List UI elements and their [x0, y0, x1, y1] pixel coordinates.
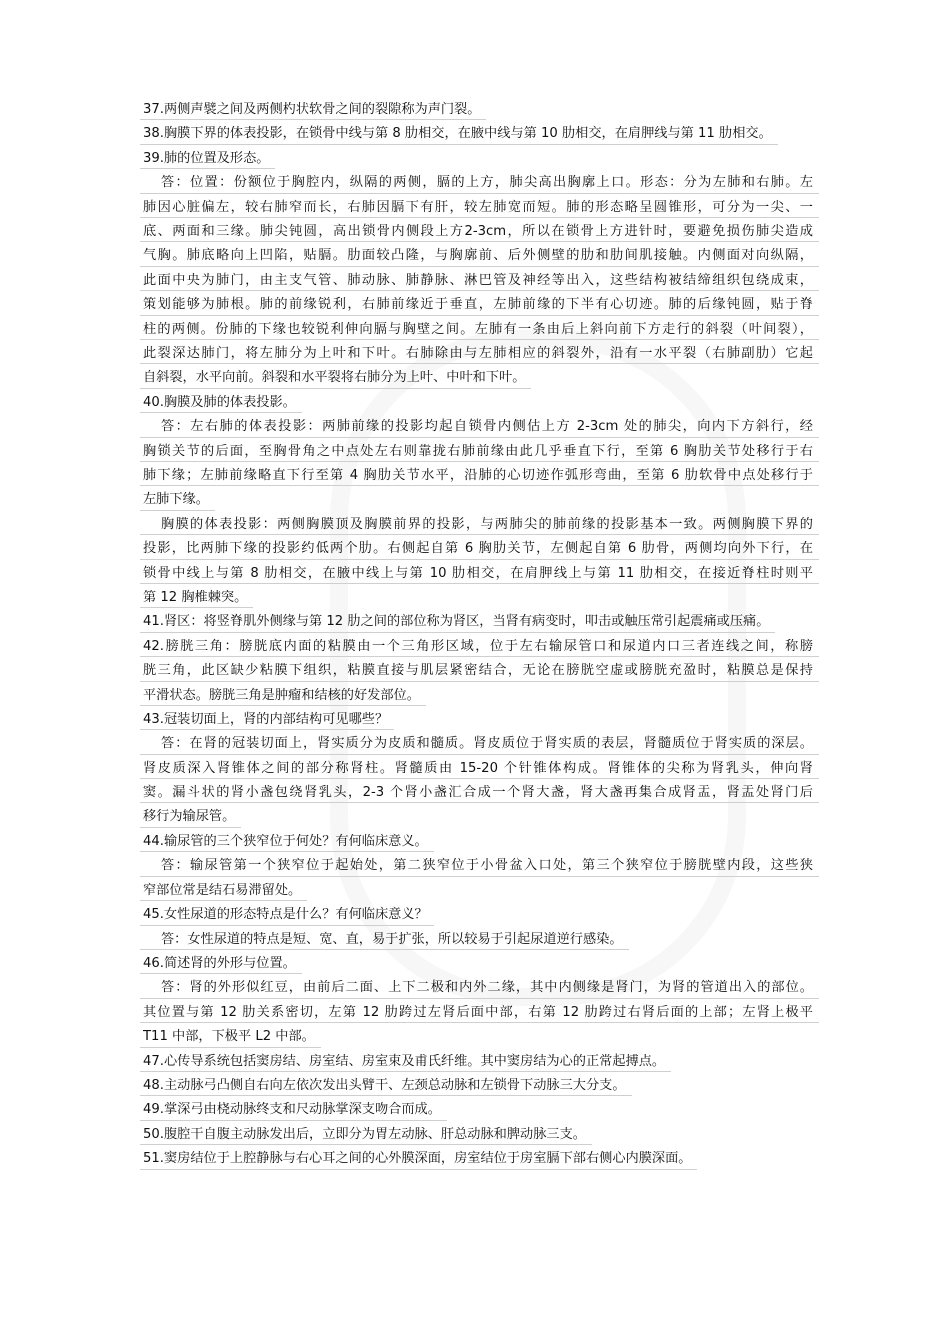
item-43-answer-line: 窦。漏斗状的肾小盏包绕肾乳头，2-3 个肾小盏汇合成一个肾大盏，肾大盏再集合成肾盂，肾盂处肾门后: [143, 781, 813, 805]
item-43-answer-line: 移行为输尿管。: [143, 805, 235, 829]
item-39-answer-line: 答：位置：份额位于胸腔内，纵隔的两侧，膈的上方，肺尖高出胸廓上口。形态：分为左肺和右肺。左: [143, 171, 813, 195]
item-42-line: 胱三角，此区缺少粘膜下组织，粘膜直接与肌层紧密结合，无论在膀胱空虚或膀胱充盈时，粘膜总是保持: [143, 659, 813, 683]
item-40-question: 40.胸膜及肺的体表投影。: [143, 391, 296, 415]
item-43-answer-line: 肾皮质深入肾锥体之间的部分称肾柱。肾髓质由 15-20 个针锥体构成。肾锥体的尖称为肾乳头，伸向肾: [143, 757, 813, 781]
item-37: 37.两侧声襞之间及两侧杓状软骨之间的裂隙称为声门裂。: [143, 98, 480, 122]
item-47: 47.心传导系统包括窦房结、房室结、房室束及甫氏纤维。其中窦房结为心的正常起搏点。: [143, 1050, 665, 1074]
item-51: 51.窦房结位于上腔静脉与右心耳之间的心外膜深面，房室结位于房室膈下部右侧心内膜深面。: [143, 1147, 691, 1171]
item-41: 41.肾区：将竖脊肌外侧缘与第 12 肋之间的部位称为肾区，当肾有病变时，叩击或触压常引起震痛或压痛。: [143, 610, 769, 634]
item-45-question: 45.女性尿道的形态特点是什么？有何临床意义？: [143, 903, 428, 927]
item-40-answer-line: 肺下缘；左肺前缘略直下行至第 4 胸肋关节水平，沿肺的心切迹作弧形弯曲，至第 6 肋软骨中点处移行于: [143, 464, 813, 488]
item-39-answer-line: 此面中央为肺门，由主支气管、肺动脉、肺静脉、淋巴管及神经等出入，这些结构被结缔组织包绕成束，: [143, 269, 813, 293]
item-46-answer-line: 其位置与第 12 肋关系密切，左第 12 肋跨过左肾后面中部，右第 12 肋跨过右肾后面的上部；左肾上极平: [143, 1001, 813, 1025]
item-46-question: 46.简述肾的外形与位置。: [143, 952, 296, 976]
item-43-answer-line: 答：在肾的冠装切面上，肾实质分为皮质和髓质。肾皮质位于肾实质的表层，肾髓质位于肾实质的深层。: [143, 732, 813, 756]
item-40-answer-line: 答：左右肺的体表投影：两肺前缘的投影均起自锁骨内侧估上方 2-3cm 处的肺尖，向内下方斜行，经: [143, 415, 813, 439]
item-44-answer-line: 窄部位常是结石易滞留处。: [143, 879, 301, 903]
item-42-line: 42.膀胱三角：膀胱底内面的粘膜由一个三角形区域，位于左右输尿管口和尿道内口三者连线之间，称膀: [143, 635, 813, 659]
item-44-question: 44.输尿管的三个狭窄位于何处？有何临床意义。: [143, 830, 428, 854]
item-39-answer-line: 策划能够为肺根。肺的前缘锐利，右肺前缘近于垂直，左肺前缘的下半有心切迹。肺的后缘钝圆，贴于脊: [143, 293, 813, 317]
item-40-answer-line: 第 12 胸椎棘突。: [143, 586, 247, 610]
item-40-answer-line: 投影，比两肺下缘的投影约低两个肋。右侧起自第 6 胸肋关节，左侧起自第 6 肋骨，两侧均向外下行，在: [143, 537, 813, 561]
item-48: 48.主动脉弓凸侧自右向左依次发出头臂干、左颈总动脉和左锁骨下动脉三大分支。: [143, 1074, 626, 1098]
item-39-answer-line: 气胸。肺底略向上凹陷，贴膈。肋面较凸隆，与胸廓前、后外侧壁的肋和肋间肌接触。内侧面对向纵隔，: [143, 244, 813, 268]
item-40-answer-line: 左肺下缘。: [143, 488, 209, 512]
item-39-answer-line: 底、两面和三缘。肺尖钝圆，高出锁骨内侧段上方2-3cm，所以在锁骨上方进针时，要避免损伤肺尖造成: [143, 220, 813, 244]
item-46-answer-line: T11 中部，下极平 L2 中部。: [143, 1025, 315, 1049]
item-40-answer-line: 锁骨中线上与第 8 肋相交，在腋中线上与第 10 肋相交，在肩胛线上与第 11 肋相交，在接近脊柱时则平: [143, 562, 813, 586]
item-45-answer-line: 答：女性尿道的特点是短、宽、直，易于扩张，所以较易于引起尿道逆行感染。: [143, 928, 623, 952]
item-43-question: 43.冠装切面上，肾的内部结构可见哪些？: [143, 708, 388, 732]
item-44-answer-line: 答：输尿管第一个狭窄位于起始处，第二狭窄位于小骨盆入口处，第三个狭窄位于膀胱壁内段，这些狭: [143, 854, 813, 878]
item-50: 50.腹腔干自腹主动脉发出后，立即分为胃左动脉、肝总动脉和脾动脉三支。: [143, 1123, 586, 1147]
item-39-question: 39.肺的位置及形态。: [143, 147, 269, 171]
item-42-line: 平滑状态。膀胱三角是肿瘤和结核的好发部位。: [143, 684, 420, 708]
item-46-answer-line: 答：肾的外形似红豆，由前后二面、上下二极和内外二缘，其中内侧缘是肾门，为肾的管道出入的部位。: [143, 976, 813, 1000]
item-39-answer-line: 柱的两侧。份肺的下缘也较锐利伸向膈与胸壁之间。左肺有一条由后上斜向前下方走行的斜裂（叶间裂），: [143, 318, 813, 342]
item-39-answer-line: 此裂深达肺门，将左肺分为上叶和下叶。右肺除由与左肺相应的斜裂外，沿有一水平裂（右肺副肋）它起: [143, 342, 813, 366]
item-39-answer-line: 自斜裂，水平向前。斜裂和水平裂将右肺分为上叶、中叶和下叶。: [143, 366, 525, 390]
item-39-answer-line: 肺因心脏偏左，较右肺窄而长，右肺因膈下有肝，较左肺宽而短。肺的形态略呈圆锥形，可分为一尖、一: [143, 196, 813, 220]
item-40-answer-line: 胸膜的体表投影：两侧胸膜顶及胸膜前界的投影，与两肺尖的肺前缘的投影基本一致。两侧胸膜下界的: [143, 513, 813, 537]
item-40-answer-line: 胸锁关节的后面，至胸骨角之中点处左右则靠拢右肺前缘由此几乎垂直下行，至第 6 胸肋关节处移行于右: [143, 440, 813, 464]
document-body: [143, 98, 813, 1172]
item-38: 38.胸膜下界的体表投影，在锁骨中线与第 8 肋相交，在腋中线与第 10 肋相交，在肩胛线与第 11 肋相交。: [143, 122, 772, 146]
item-49: 49.掌深弓由桡动脉终支和尺动脉掌深支吻合而成。: [143, 1098, 441, 1122]
